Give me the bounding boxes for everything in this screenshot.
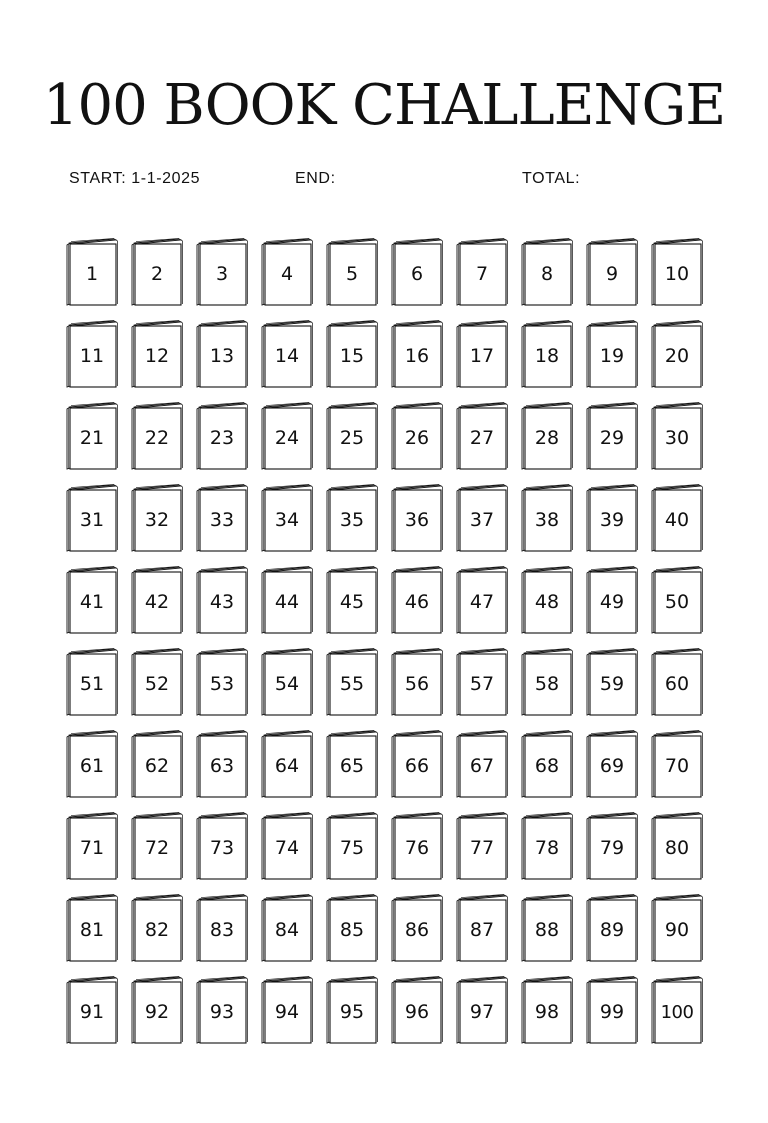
book-number: 3 (215, 263, 229, 285)
book-number: 11 (79, 345, 105, 367)
book-number: 96 (404, 1001, 430, 1023)
book-item[interactable] (326, 484, 378, 552)
book-item[interactable] (521, 238, 573, 306)
book-item[interactable] (586, 976, 638, 1044)
book-item[interactable] (456, 648, 508, 716)
book-item[interactable] (326, 894, 378, 962)
book-number: 34 (274, 509, 300, 531)
book-item[interactable] (326, 566, 378, 634)
book-number: 90 (664, 919, 690, 941)
book-number: 63 (209, 755, 235, 777)
book-item[interactable] (651, 484, 703, 552)
book-number: 45 (339, 591, 365, 613)
book-number: 72 (144, 837, 170, 859)
book-number: 36 (404, 509, 430, 531)
book-number: 75 (339, 837, 365, 859)
book-number: 19 (599, 345, 625, 367)
book-item[interactable] (261, 730, 313, 798)
book-item[interactable] (651, 730, 703, 798)
book-number: 89 (599, 919, 625, 941)
book-item[interactable] (261, 484, 313, 552)
book-item[interactable] (66, 894, 118, 962)
book-item[interactable] (261, 238, 313, 306)
book-item[interactable] (326, 320, 378, 388)
book-item[interactable] (66, 730, 118, 798)
book-number: 95 (339, 1001, 365, 1023)
book-item[interactable] (131, 730, 183, 798)
book-item[interactable] (66, 566, 118, 634)
book-item[interactable] (456, 566, 508, 634)
book-number: 100 (660, 1001, 694, 1023)
book-item[interactable] (391, 484, 443, 552)
book-item[interactable] (521, 402, 573, 470)
book-number: 31 (79, 509, 105, 531)
book-number: 58 (534, 673, 560, 695)
book-item[interactable] (521, 730, 573, 798)
book-item[interactable] (66, 238, 118, 306)
total-label: TOTAL: (522, 170, 581, 187)
book-item[interactable] (196, 402, 248, 470)
book-item[interactable] (456, 320, 508, 388)
book-number: 80 (664, 837, 690, 859)
book-item[interactable] (196, 976, 248, 1044)
book-number: 21 (79, 427, 105, 449)
book-item[interactable] (521, 566, 573, 634)
book-number: 93 (209, 1001, 235, 1023)
book-item[interactable] (586, 320, 638, 388)
book-item[interactable] (651, 320, 703, 388)
book-item[interactable] (66, 812, 118, 880)
book-item[interactable] (391, 976, 443, 1044)
book-item[interactable] (391, 566, 443, 634)
book-number: 29 (599, 427, 625, 449)
end-date-label: END: (295, 170, 336, 187)
book-number: 52 (144, 673, 170, 695)
book-item[interactable] (66, 402, 118, 470)
book-number: 4 (280, 263, 294, 285)
book-number: 51 (79, 673, 105, 695)
book-item[interactable] (456, 402, 508, 470)
book-item[interactable] (196, 320, 248, 388)
book-item[interactable] (456, 484, 508, 552)
book-number: 91 (79, 1001, 105, 1023)
book-number: 8 (540, 263, 554, 285)
book-number: 59 (599, 673, 625, 695)
book-item[interactable] (586, 812, 638, 880)
book-item[interactable] (586, 648, 638, 716)
book-item[interactable] (261, 976, 313, 1044)
book-number: 28 (534, 427, 560, 449)
book-item[interactable] (131, 402, 183, 470)
book-item[interactable] (456, 812, 508, 880)
book-item[interactable] (196, 894, 248, 962)
book-number: 79 (599, 837, 625, 859)
book-number: 42 (144, 591, 170, 613)
book-number: 18 (534, 345, 560, 367)
book-item[interactable] (196, 648, 248, 716)
book-number: 40 (664, 509, 690, 531)
book-item[interactable] (261, 812, 313, 880)
book-item[interactable] (196, 566, 248, 634)
book-item[interactable] (196, 730, 248, 798)
book-item[interactable] (586, 238, 638, 306)
book-number: 50 (664, 591, 690, 613)
book-item[interactable] (651, 648, 703, 716)
book-item[interactable] (261, 402, 313, 470)
book-item[interactable] (391, 730, 443, 798)
book-number: 47 (469, 591, 495, 613)
book-number: 67 (469, 755, 495, 777)
book-number: 65 (339, 755, 365, 777)
book-item[interactable] (326, 402, 378, 470)
book-number: 83 (209, 919, 235, 941)
book-item[interactable] (196, 812, 248, 880)
book-number: 44 (274, 591, 300, 613)
book-number: 25 (339, 427, 365, 449)
book-number: 81 (79, 919, 105, 941)
book-item[interactable] (586, 484, 638, 552)
book-number: 27 (469, 427, 495, 449)
book-number: 84 (274, 919, 300, 941)
book-item[interactable] (196, 484, 248, 552)
book-item[interactable] (651, 566, 703, 634)
book-number: 55 (339, 673, 365, 695)
page-title: 100 BOOK CHALLENGE (42, 73, 726, 138)
book-item[interactable] (391, 402, 443, 470)
book-item[interactable] (131, 566, 183, 634)
book-number: 10 (664, 263, 690, 285)
book-item[interactable] (131, 238, 183, 306)
book-item[interactable] (586, 894, 638, 962)
book-number: 87 (469, 919, 495, 941)
book-number: 22 (144, 427, 170, 449)
book-number: 77 (469, 837, 495, 859)
book-item[interactable] (651, 894, 703, 962)
book-number: 64 (274, 755, 300, 777)
book-number: 74 (274, 837, 300, 859)
book-number: 46 (404, 591, 430, 613)
book-number: 37 (469, 509, 495, 531)
book-item[interactable] (586, 730, 638, 798)
book-item[interactable] (131, 484, 183, 552)
book-number: 6 (410, 263, 424, 285)
book-item[interactable] (196, 238, 248, 306)
book-number: 82 (144, 919, 170, 941)
book-number: 7 (475, 263, 489, 285)
book-item[interactable] (391, 648, 443, 716)
book-item[interactable] (391, 812, 443, 880)
book-number: 13 (209, 345, 235, 367)
book-number: 1 (85, 263, 99, 285)
book-number: 12 (144, 345, 170, 367)
book-item[interactable] (456, 976, 508, 1044)
book-number: 26 (404, 427, 430, 449)
book-item[interactable] (131, 320, 183, 388)
book-item[interactable] (521, 894, 573, 962)
book-number: 38 (534, 509, 560, 531)
book-number: 66 (404, 755, 430, 777)
book-number: 86 (404, 919, 430, 941)
book-number: 48 (534, 591, 560, 613)
book-item[interactable] (521, 976, 573, 1044)
book-number: 16 (404, 345, 430, 367)
start-date-label: START: 1-1-2025 (69, 170, 201, 187)
book-number: 9 (605, 263, 619, 285)
book-number: 33 (209, 509, 235, 531)
book-number: 53 (209, 673, 235, 695)
book-number: 98 (534, 1001, 560, 1023)
book-number: 15 (339, 345, 365, 367)
book-item[interactable] (651, 976, 703, 1044)
book-item[interactable] (391, 238, 443, 306)
book-item[interactable] (391, 320, 443, 388)
book-item[interactable] (261, 894, 313, 962)
book-item[interactable] (521, 812, 573, 880)
book-number: 14 (274, 345, 300, 367)
book-item[interactable] (651, 402, 703, 470)
book-item[interactable] (326, 730, 378, 798)
book-item[interactable] (131, 648, 183, 716)
book-number: 24 (274, 427, 300, 449)
book-item[interactable] (456, 894, 508, 962)
book-number: 32 (144, 509, 170, 531)
book-item[interactable] (326, 648, 378, 716)
book-number: 73 (209, 837, 235, 859)
book-number: 78 (534, 837, 560, 859)
book-item[interactable] (651, 812, 703, 880)
book-number: 61 (79, 755, 105, 777)
book-number: 62 (144, 755, 170, 777)
book-number: 39 (599, 509, 625, 531)
book-number: 23 (209, 427, 235, 449)
book-item[interactable] (66, 320, 118, 388)
book-number: 76 (404, 837, 430, 859)
book-number: 56 (404, 673, 430, 695)
book-number: 60 (664, 673, 690, 695)
book-number: 5 (345, 263, 359, 285)
book-item[interactable] (391, 894, 443, 962)
book-number: 70 (664, 755, 690, 777)
book-number: 49 (599, 591, 625, 613)
book-item[interactable] (326, 812, 378, 880)
book-item[interactable] (521, 648, 573, 716)
book-item[interactable] (521, 484, 573, 552)
book-number: 2 (150, 263, 164, 285)
book-item[interactable] (261, 320, 313, 388)
book-item[interactable] (66, 648, 118, 716)
book-item[interactable] (131, 894, 183, 962)
book-item[interactable] (131, 976, 183, 1044)
book-number: 71 (79, 837, 105, 859)
book-item[interactable] (131, 812, 183, 880)
book-number: 92 (144, 1001, 170, 1023)
book-item[interactable] (456, 238, 508, 306)
book-number: 17 (469, 345, 495, 367)
book-number: 54 (274, 673, 300, 695)
book-item[interactable] (521, 320, 573, 388)
book-number: 41 (79, 591, 105, 613)
book-number: 99 (599, 1001, 625, 1023)
book-item[interactable] (66, 976, 118, 1044)
book-item[interactable] (326, 976, 378, 1044)
book-number: 85 (339, 919, 365, 941)
book-item[interactable] (586, 402, 638, 470)
book-number: 57 (469, 673, 495, 695)
book-item[interactable] (261, 566, 313, 634)
book-number: 68 (534, 755, 560, 777)
book-number: 94 (274, 1001, 300, 1023)
book-item[interactable] (651, 238, 703, 306)
book-number: 97 (469, 1001, 495, 1023)
book-number: 35 (339, 509, 365, 531)
book-number: 88 (534, 919, 560, 941)
book-item[interactable] (586, 566, 638, 634)
book-item[interactable] (261, 648, 313, 716)
book-item[interactable] (456, 730, 508, 798)
book-number: 69 (599, 755, 625, 777)
book-item[interactable] (326, 238, 378, 306)
book-number: 20 (664, 345, 690, 367)
book-number: 43 (209, 591, 235, 613)
book-item[interactable] (66, 484, 118, 552)
book-number: 30 (664, 427, 690, 449)
